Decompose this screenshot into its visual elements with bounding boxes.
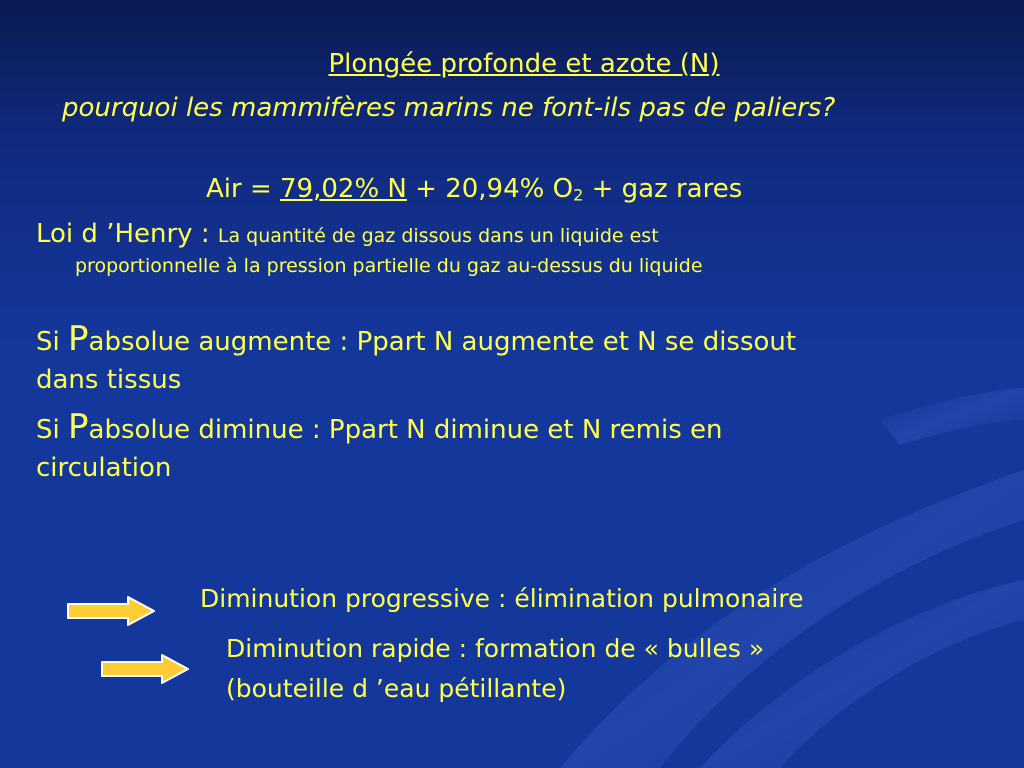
increase-line1: [36, 320, 796, 359]
increase-P: P: [68, 319, 89, 359]
increase-line2: dans tissus: [36, 365, 182, 395]
increase-si: Si: [36, 327, 68, 357]
increase-text: absolue augmente : Ppart N augmente et N se dissout: [88, 327, 797, 357]
decrease-si: Si: [36, 415, 68, 445]
right-arrow-icon: [66, 595, 158, 627]
slide-subtitle: pourquoi les mammifères marins ne font-ils pas de paliers?: [62, 93, 836, 123]
right-arrow-icon: [100, 653, 192, 685]
air-nitrogen: 79,02% N: [280, 174, 407, 204]
outcome-progressive: Diminution progressive : élimination pulmonaire: [200, 584, 804, 613]
henry-text-line2: proportionnelle à la pression partielle du gaz au-dessus du liquide: [75, 255, 703, 277]
air-oxygen-subscript: 2: [573, 185, 584, 205]
decrease-P: P: [68, 407, 89, 447]
air-prefix: Air =: [206, 174, 281, 204]
henry-label: Loi d ’Henry :: [36, 219, 218, 249]
decrease-line1: [36, 408, 722, 447]
henry-law-line1: [36, 220, 659, 250]
outcome-rapid-line1: Diminution rapide : formation de « bulles »: [226, 634, 765, 663]
decrease-text: absolue diminue : Ppart N diminue et N remis en: [88, 415, 723, 445]
air-rest: + gaz rares: [583, 174, 743, 204]
air-composition: [206, 175, 742, 205]
decrease-line2: circulation: [36, 453, 172, 483]
air-oxygen: + 20,94% O: [406, 174, 574, 204]
slide-title: Plongée profonde et azote (N): [328, 49, 720, 79]
henry-text-line1: La quantité de gaz dissous dans un liquide est: [217, 225, 659, 247]
outcome-rapid-line2: (bouteille d ’eau pétillante): [226, 674, 567, 703]
